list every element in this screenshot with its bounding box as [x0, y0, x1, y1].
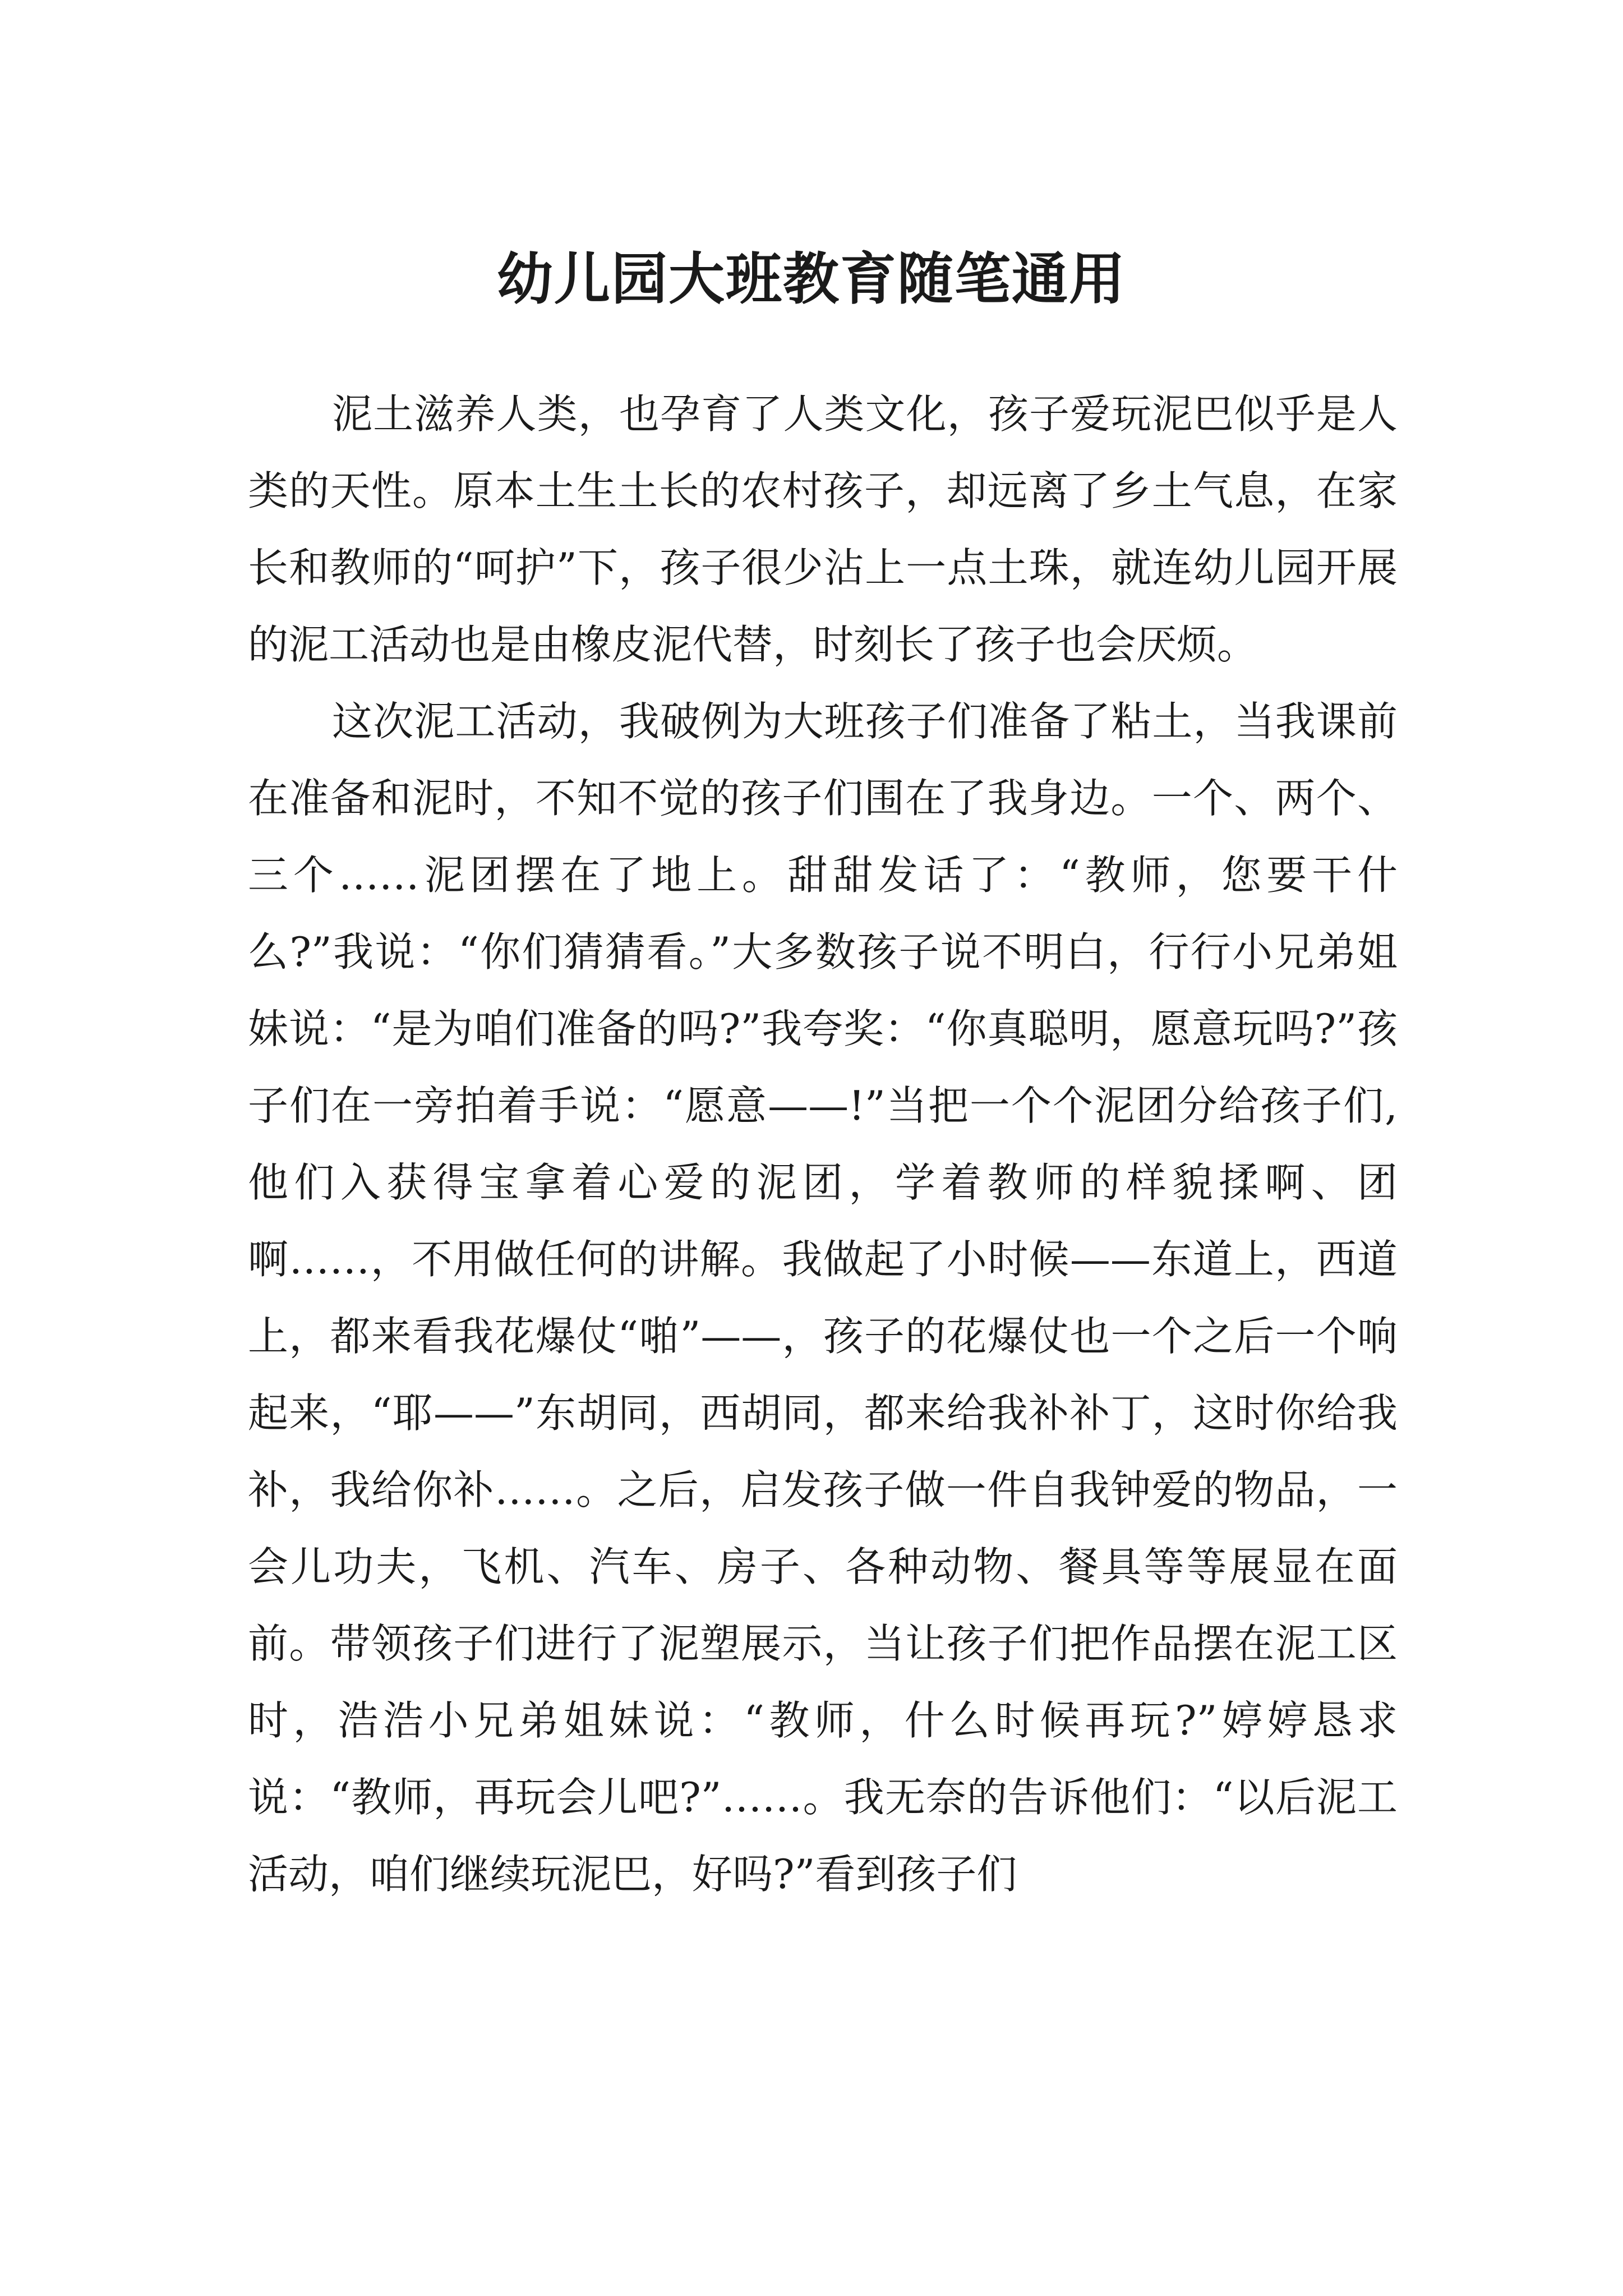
- document-title: 幼儿园大班教育随笔通用: [497, 246, 1126, 312]
- body-paragraph: 泥土滋养人类，也孕育了人类文化，孩子爱玩泥巴似乎是人类的天性。原本土生土长的农村孩子，却远离了乡土气息，在家长和教师的“呵护”下，孩子很少沾上一点土珠，就连幼儿园开展的泥工活动也是由橡皮泥代替，时刻长了孩子也会厌烦。: [248, 390, 1398, 668]
- document-body: [248, 376, 1398, 1913]
- body-paragraph: 这次泥工活动，我破例为大班孩子们准备了粘土，当我课前在准备和泥时，不知不觉的孩子们围在了我身边。一个、两个、三个……泥团摆在了地上。甜甜发话了：“教师，您要干什么?”我说：“你们猜猜看。”大多数孩子说不明白，行行小兄弟姐妹说：“是为咱们准备的吗?”我夸奖：“你真聪明，愿意玩吗?”孩子们在一旁拍着手说：“愿意——!”当把一个个泥团分给孩子们,他们入获得宝拿着心爱的泥团，学着教师的样貌揉啊、团啊……，不用做任何的讲解。我做起了小时候——东道上，西道上，都来看我花爆仗“啪”——，孩子的花爆仗也一个之后一个响起来，“耶——”东胡同，西胡同，都来给我补补丁，这时你给我补，我给你补……。之后，启发孩子做一件自我钟爱的物品，一会儿功夫，飞机、汽车、房子、各种动物、餐具等等展显在面前。带领孩子们进行了泥塑展示，当让孩子们把作品摆在泥工区时，浩浩小兄弟姐妹说：“教师，什么时候再玩?”婷婷恳求说：“教师，再玩会儿吧?”……。我无奈的告诉他们：“以后泥工活动，咱们继续玩泥巴，好吗?”看到孩子们: [248, 698, 1398, 1898]
